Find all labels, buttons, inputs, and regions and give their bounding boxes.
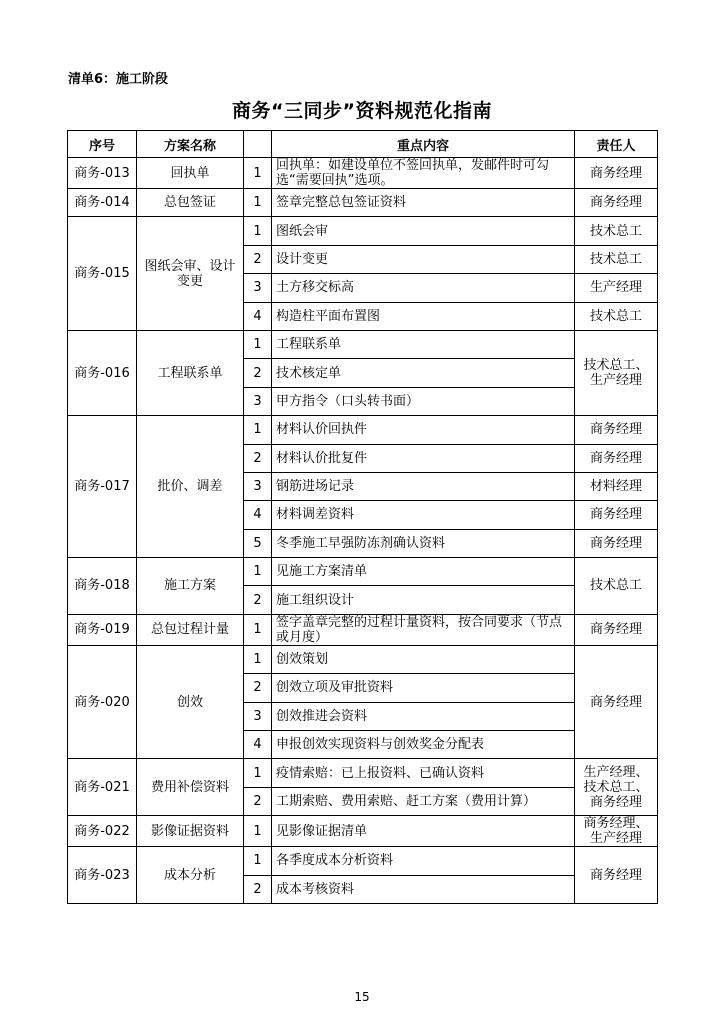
table-row (68, 645, 658, 673)
table-row (68, 416, 658, 444)
responsible-person: 商务经理 (575, 501, 658, 529)
item-index: 2 (244, 674, 272, 702)
item-content: 钢筋进场记录 (272, 472, 575, 500)
item-index: 1 (244, 189, 272, 217)
item-content: 构造柱平面布置图 (272, 302, 575, 330)
item-index: 1 (244, 158, 272, 189)
table-header-row (68, 131, 658, 158)
plan-name: 创效 (137, 645, 244, 759)
item-index: 3 (244, 387, 272, 415)
guide-table (67, 130, 658, 904)
plan-name: 施工方案 (137, 558, 244, 615)
item-index: 2 (244, 359, 272, 387)
responsible-person: 商务经理 (575, 416, 658, 444)
item-index: 1 (244, 558, 272, 586)
item-index: 1 (244, 816, 272, 847)
plan-number: 商务-020 (68, 645, 137, 759)
plan-name: 图纸会审、设计变更 (137, 217, 244, 331)
responsible-person: 生产经理、技术总工、商务经理 (575, 759, 658, 816)
plan-name: 成本分析 (137, 847, 244, 904)
item-index: 1 (244, 759, 272, 787)
item-content: 创效推进会资料 (272, 702, 575, 730)
responsible-person: 技术总工 (575, 217, 658, 245)
item-content: 施工组织设计 (272, 586, 575, 614)
header-name: 方案名称 (137, 131, 244, 158)
responsible-person: 商务经理、生产经理 (575, 816, 658, 847)
plan-number: 商务-022 (68, 816, 137, 847)
item-content: 设计变更 (272, 245, 575, 273)
plan-name: 总包签证 (137, 189, 244, 217)
item-content: 签章完整总包签证资料 (272, 189, 575, 217)
responsible-person: 商务经理 (575, 614, 658, 645)
item-content: 冬季施工早强防冻剂确认资料 (272, 529, 575, 557)
item-index: 3 (244, 702, 272, 730)
table-row (68, 847, 658, 875)
plan-number: 商务-015 (68, 217, 137, 331)
item-content: 见影像证据清单 (272, 816, 575, 847)
header-owner: 责任人 (575, 131, 658, 158)
item-index: 2 (244, 586, 272, 614)
responsible-person: 材料经理 (575, 472, 658, 500)
responsible-person: 技术总工 (575, 302, 658, 330)
header-content: 重点内容 (272, 131, 575, 158)
plan-number: 商务-021 (68, 759, 137, 816)
item-content: 工期索赔、费用索赔、赶工方案（费用计算） (272, 787, 575, 815)
item-content: 甲方指令（口头转书面） (272, 387, 575, 415)
plan-number: 商务-018 (68, 558, 137, 615)
plan-name: 回执单 (137, 158, 244, 189)
item-index: 4 (244, 501, 272, 529)
item-index: 1 (244, 416, 272, 444)
item-index: 1 (244, 330, 272, 358)
plan-name: 影像证据资料 (137, 816, 244, 847)
plan-number: 商务-014 (68, 189, 137, 217)
responsible-person: 商务经理 (575, 158, 658, 189)
plan-name: 批价、调差 (137, 416, 244, 558)
item-content: 申报创效实现资料与创效奖金分配表 (272, 731, 575, 759)
item-index: 1 (244, 217, 272, 245)
item-content: 材料认价批复件 (272, 444, 575, 472)
table-row (68, 158, 658, 189)
section-label: 清单6：施工阶段 (68, 72, 169, 87)
responsible-person: 技术总工 (575, 558, 658, 615)
responsible-person: 技术总工、生产经理 (575, 330, 658, 415)
item-content: 材料认价回执件 (272, 416, 575, 444)
responsible-person: 商务经理 (575, 529, 658, 557)
item-content: 疫情索赔：已上报资料、已确认资料 (272, 759, 575, 787)
responsible-person: 技术总工 (575, 245, 658, 273)
item-index: 2 (244, 875, 272, 903)
item-content: 各季度成本分析资料 (272, 847, 575, 875)
item-index: 3 (244, 274, 272, 302)
item-content: 工程联系单 (272, 330, 575, 358)
item-index: 1 (244, 847, 272, 875)
item-index: 2 (244, 444, 272, 472)
table-body (68, 158, 658, 904)
item-content: 创效策划 (272, 645, 575, 673)
table-row (68, 189, 658, 217)
plan-number: 商务-019 (68, 614, 137, 645)
page-title: 商务“三同步”资料规范化指南 (232, 100, 492, 122)
page-number: 15 (354, 990, 370, 1004)
item-index: 3 (244, 472, 272, 500)
item-content: 土方移交标高 (272, 274, 575, 302)
item-index: 1 (244, 614, 272, 645)
plan-name: 工程联系单 (137, 330, 244, 415)
item-index: 4 (244, 731, 272, 759)
item-content: 签字盖章完整的过程计量资料，按合同要求（节点或月度） (272, 614, 575, 645)
plan-name: 费用补偿资料 (137, 759, 244, 816)
item-content: 技术核定单 (272, 359, 575, 387)
responsible-person: 生产经理 (575, 274, 658, 302)
responsible-person: 商务经理 (575, 444, 658, 472)
table-row (68, 614, 658, 645)
plan-number: 商务-023 (68, 847, 137, 904)
item-content: 回执单：如建设单位不签回执单，发邮件时可勾选“需要回执”选项。 (272, 158, 575, 189)
plan-name: 总包过程计量 (137, 614, 244, 645)
item-index: 1 (244, 645, 272, 673)
item-content: 见施工方案清单 (272, 558, 575, 586)
table-row (68, 330, 658, 358)
plan-number: 商务-013 (68, 158, 137, 189)
responsible-person: 商务经理 (575, 847, 658, 904)
item-content: 材料调差资料 (272, 501, 575, 529)
item-index: 2 (244, 787, 272, 815)
header-index (244, 131, 272, 158)
item-index: 4 (244, 302, 272, 330)
item-index: 2 (244, 245, 272, 273)
item-index: 5 (244, 529, 272, 557)
responsible-person: 商务经理 (575, 645, 658, 759)
table-row (68, 816, 658, 847)
plan-number: 商务-017 (68, 416, 137, 558)
item-content: 创效立项及审批资料 (272, 674, 575, 702)
responsible-person: 商务经理 (575, 189, 658, 217)
header-no: 序号 (68, 131, 137, 158)
table-row (68, 217, 658, 245)
plan-number: 商务-016 (68, 330, 137, 415)
item-content: 图纸会审 (272, 217, 575, 245)
item-content: 成本考核资料 (272, 875, 575, 903)
table-row (68, 558, 658, 586)
table-row (68, 759, 658, 787)
